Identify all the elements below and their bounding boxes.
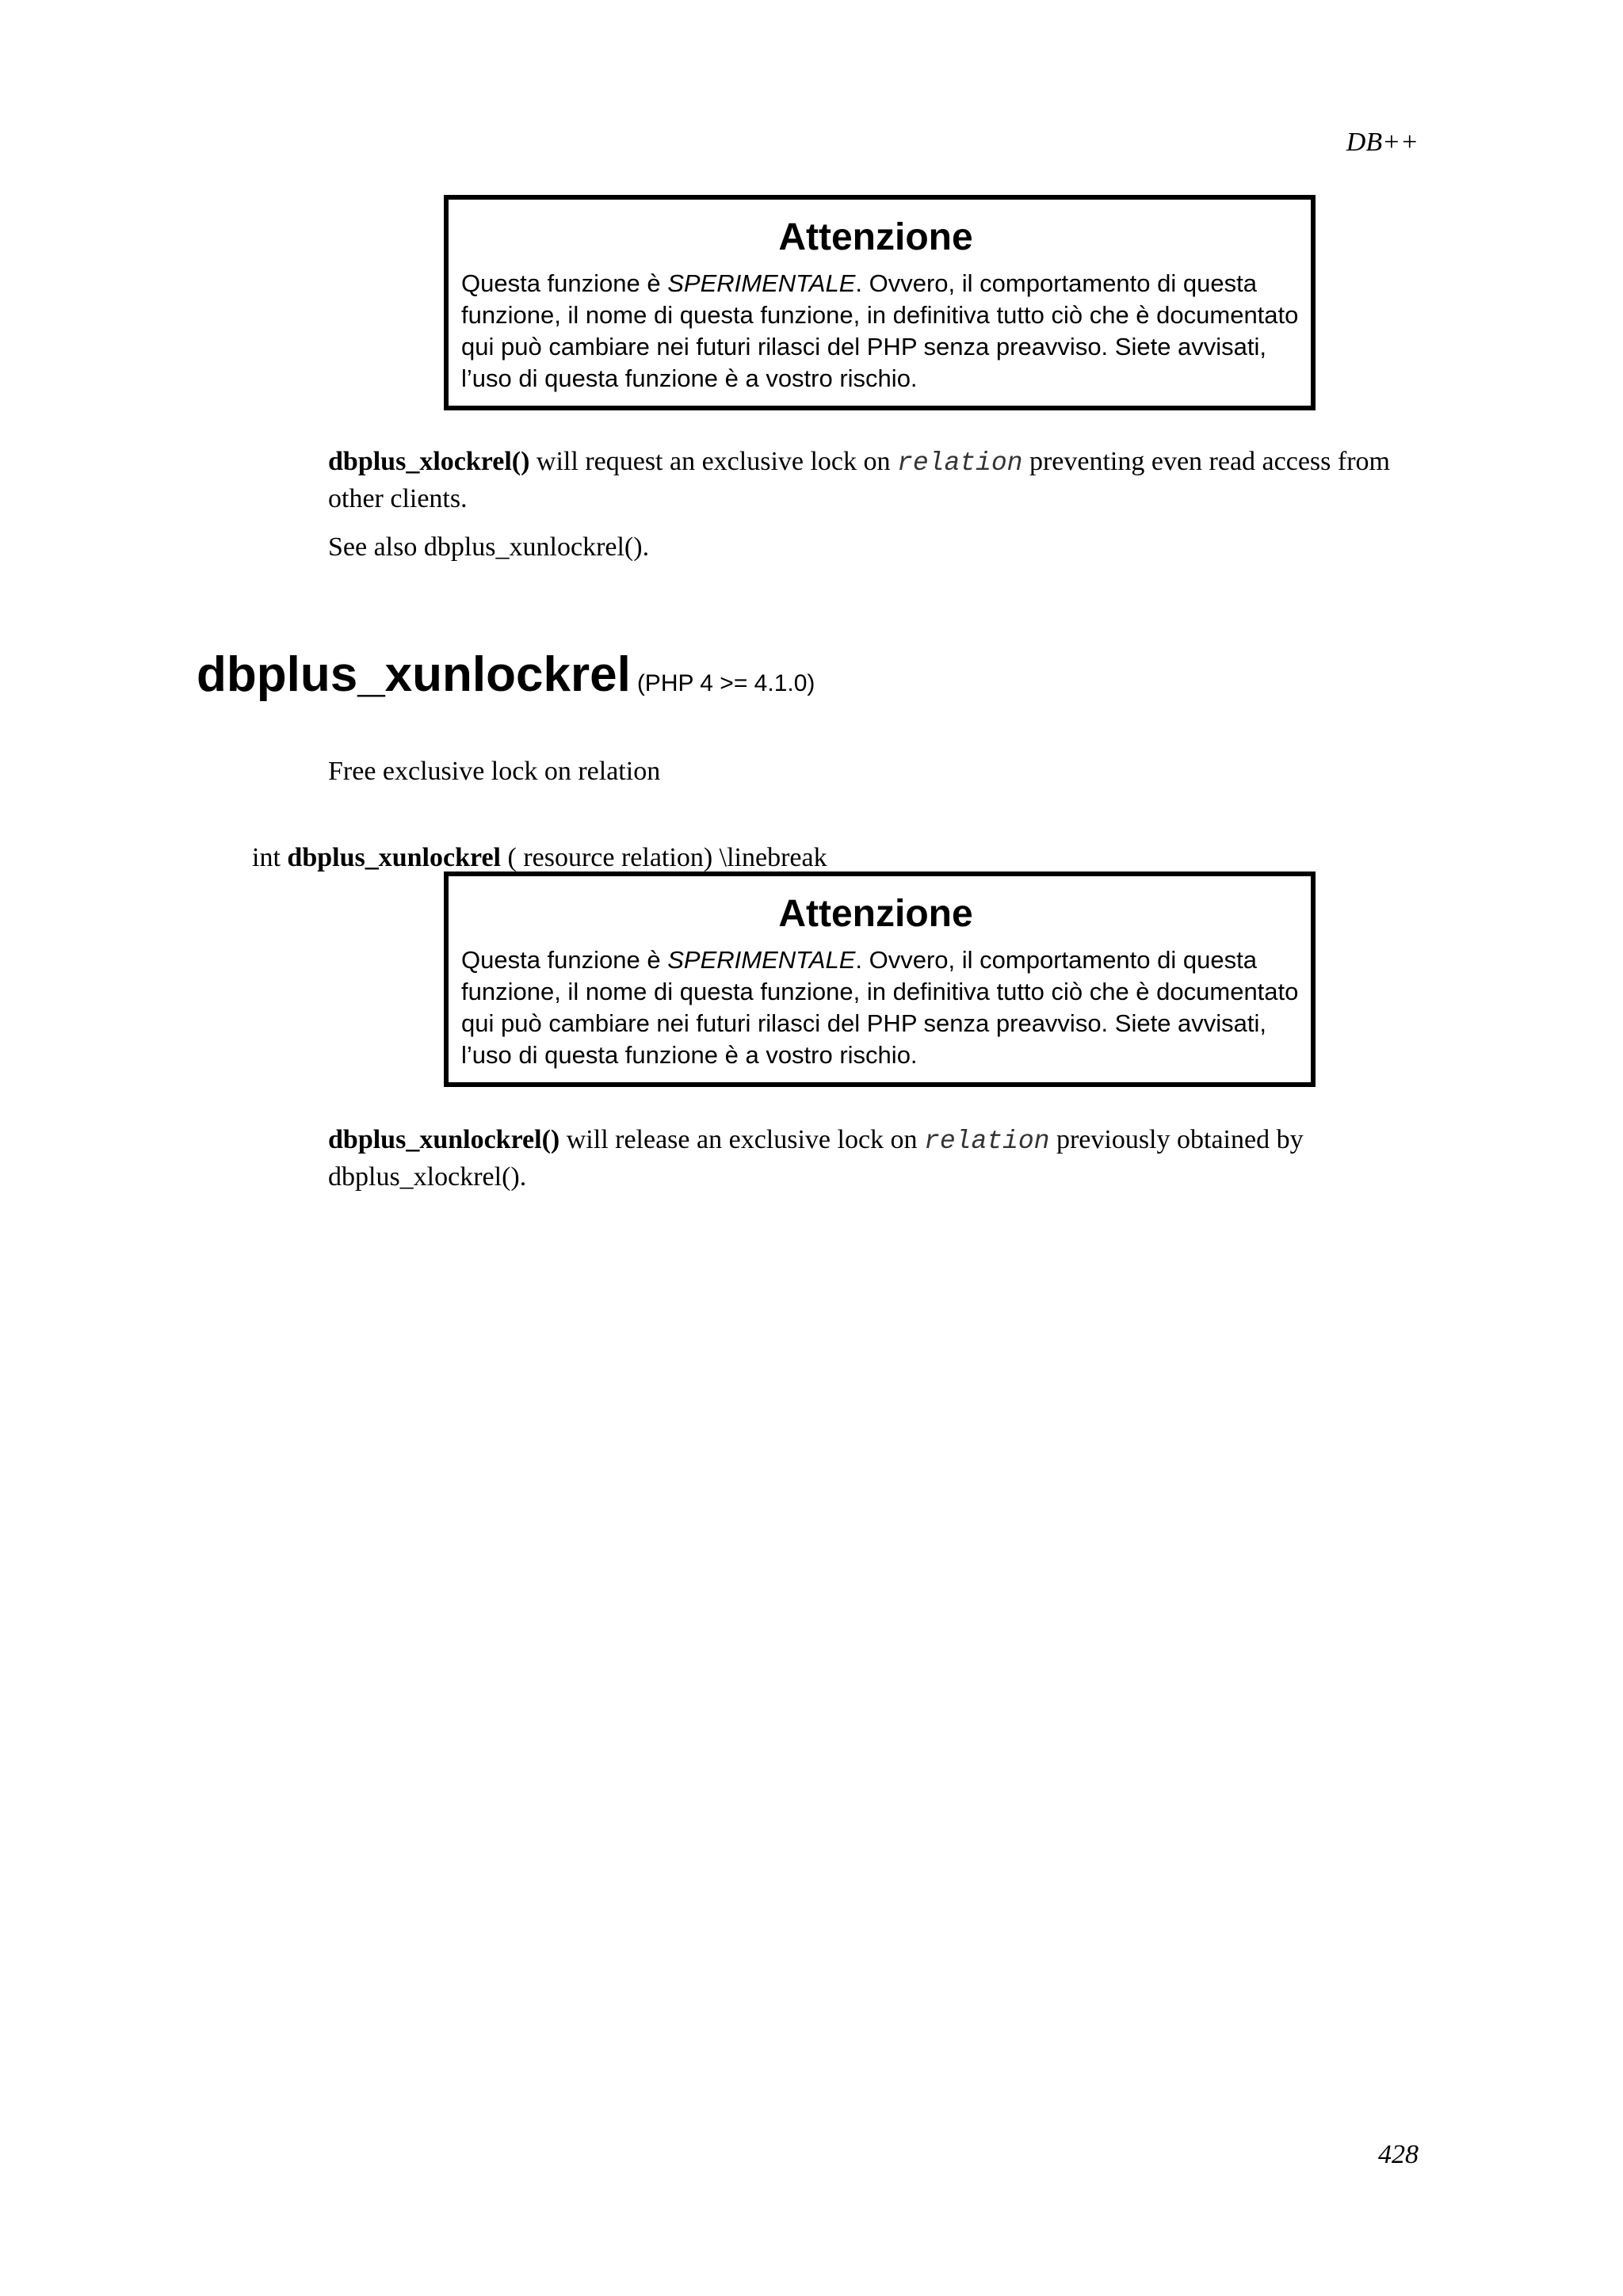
section-heading [197,643,815,715]
warning-box-2 [444,871,1316,1087]
warning-text-line: funzione, il nome di questa funzione, in definitiva tutto ciò che è documentato [461,301,1299,329]
warning-text-line: l’uso di questa funzione è a vostro rischio. [461,364,918,392]
function-name: dbplus_xlockrel() [328,447,530,476]
warning-box-1 [444,195,1316,410]
warning-text-line: qui può cambiare nei futuri rilasci del PHP senza preavviso. Siete avvisati, [461,1009,1267,1037]
warning-emphasis: SPERIMENTALE [667,269,856,297]
function-title: dbplus_xunlockrel [197,647,631,702]
warning-text-line: funzione, il nome di questa funzione, in definitiva tutto ciò che è documentato [461,978,1299,1005]
warning-title: Attenzione [778,216,973,258]
function-purpose: Free exclusive lock on relation [328,757,661,786]
xunlockrel-description: dbplus_xunlockrel() will release an exclusive lock on relation previously obtained by dbplus_xlockrel(). [328,1125,1304,1192]
parameter-name: relation [924,1127,1050,1156]
warning-title: Attenzione [778,893,973,935]
function-name: dbplus_xunlockrel() [328,1125,560,1154]
synopsis-function-name: dbplus_xunlockrel [287,843,501,872]
see-also: See also dbplus_xunlockrel(). [328,532,650,562]
warning-text-line: Questa funzione è SPERIMENTALE. Ovvero, il comportamento di questa [461,269,1257,297]
function-synopsis: int dbplus_xunlockrel ( resource relation) \linebreak [252,843,827,872]
warning-emphasis: SPERIMENTALE [667,946,856,974]
parameter-name: relation [897,448,1023,478]
warning-text-line: Questa funzione è SPERIMENTALE. Ovvero, il comportamento di questa [461,946,1257,974]
page-number: 428 [1378,2140,1419,2169]
warning-text-line: qui può cambiare nei futuri rilasci del PHP senza preavviso. Siete avvisati, [461,333,1267,360]
warning-text-line: l’uso di questa funzione è a vostro rischio. [461,1041,918,1069]
xlockrel-description: dbplus_xlockrel() will request an exclusive lock on relation preventing even read access from other clients. [328,447,1390,513]
version-info: (PHP 4 >= 4.1.0) [636,670,815,696]
running-header: DB++ [1346,128,1419,157]
